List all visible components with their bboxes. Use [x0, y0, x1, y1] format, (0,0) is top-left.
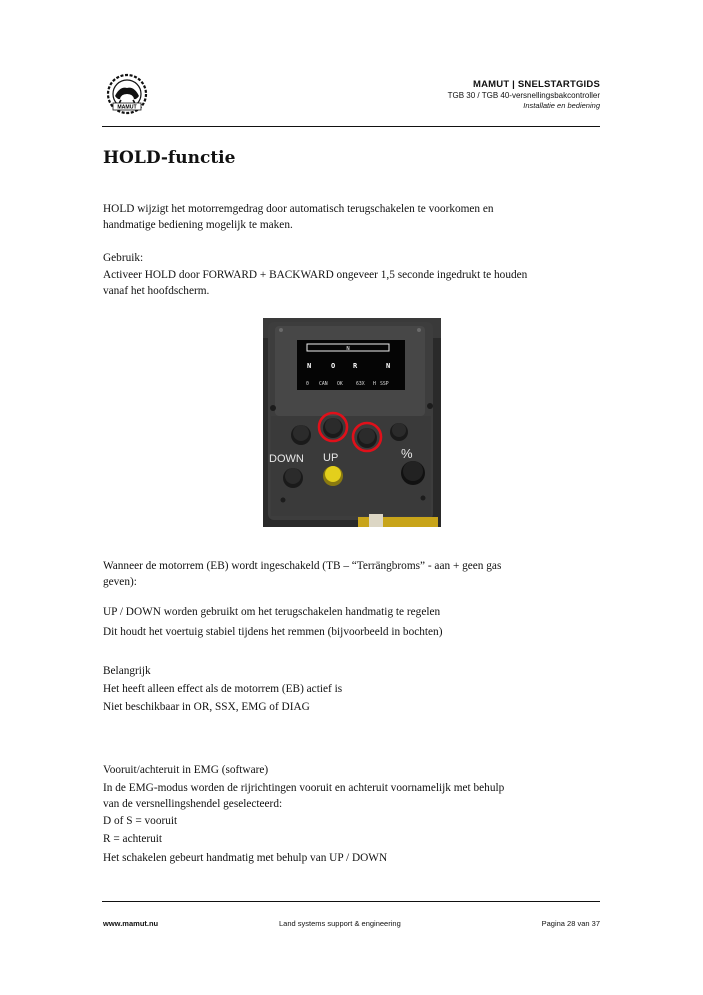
display-mid1: O — [331, 362, 336, 370]
important-label: Belangrijk — [103, 665, 151, 677]
page-header — [448, 79, 600, 110]
mamut-logo — [102, 72, 152, 116]
controller-photo — [263, 318, 441, 527]
footer-page-number: Pagina 28 van 37 — [541, 919, 600, 928]
footer-tagline: Land systems support & engineering — [279, 919, 401, 928]
emg-line-2: van de versnellingshendel geselecteerd: — [103, 798, 283, 810]
display-bar-letter: N — [346, 346, 350, 352]
eb-line-2: geven): — [103, 576, 137, 588]
status-zero: 0 — [306, 382, 309, 387]
status-ok: OK — [337, 382, 343, 387]
eb-line-1: Wanneer de motorrem (EB) wordt ingeschakeld (TB – “Terrängbroms” - aan + geen gas — [103, 560, 502, 572]
intro-line-1: HOLD wijzigt het motorremgedrag door automatisch terugschakelen te voorkomen en — [103, 203, 494, 215]
header-divider — [102, 126, 600, 127]
intro-line-2: handmatige bediening mogelijk te maken. — [103, 219, 293, 231]
status-63x: 63X — [356, 382, 365, 387]
emg-line-3: D of S = vooruit — [103, 815, 178, 827]
label-percent: % — [401, 446, 413, 461]
display-right: N — [386, 362, 391, 370]
header-subtitle: TGB 30 / TGB 40-versnellingsbakcontroller — [447, 91, 600, 100]
status-ssp: SSP — [380, 382, 389, 387]
label-down: DOWN — [269, 453, 304, 465]
usage-label: Gebruik: — [103, 252, 144, 264]
header-brand: MAMUT | SNELSTARTGIDS — [472, 79, 600, 90]
display-left: N — [307, 362, 312, 370]
label-up: UP — [323, 452, 339, 464]
usage-line-1: Activeer HOLD door FORWARD + BACKWARD ongeveer 1,5 seconde ingedrukt te houden — [103, 269, 528, 281]
header-section: Installatie en bediening — [523, 101, 600, 110]
emg-line-1: In de EMG-modus worden de rijrichtingen vooruit en achteruit voornamelijk met behulp — [103, 782, 505, 794]
display-mid2: R — [353, 362, 358, 370]
page-title: HOLD-functie — [103, 148, 236, 168]
emg-label: Vooruit/achteruit in EMG (software) — [103, 764, 269, 776]
status-h: H — [373, 382, 376, 387]
important-line-1: Het heeft alleen effect als de motorrem (EB) actief is — [103, 683, 343, 695]
footer-website[interactable]: www.mamut.nu — [103, 919, 159, 928]
emg-line-5: Het schakelen gebeurt handmatig met behulp van UP / DOWN — [103, 852, 388, 864]
eb-line-4: Dit houdt het voertuig stabiel tijdens het remmen (bijvoorbeeld in bochten) — [103, 626, 443, 638]
important-line-2: Niet beschikbaar in OR, SSX, EMG of DIAG — [103, 701, 310, 713]
emg-line-4: R = achteruit — [103, 833, 163, 845]
logo-text: MAMUT — [117, 104, 137, 111]
status-can: CAN — [319, 382, 328, 387]
footer-divider — [102, 901, 600, 902]
eb-line-3: UP / DOWN worden gebruikt om het terugschakelen handmatig te regelen — [103, 606, 441, 618]
usage-line-2: vanaf het hoofdscherm. — [103, 285, 210, 297]
